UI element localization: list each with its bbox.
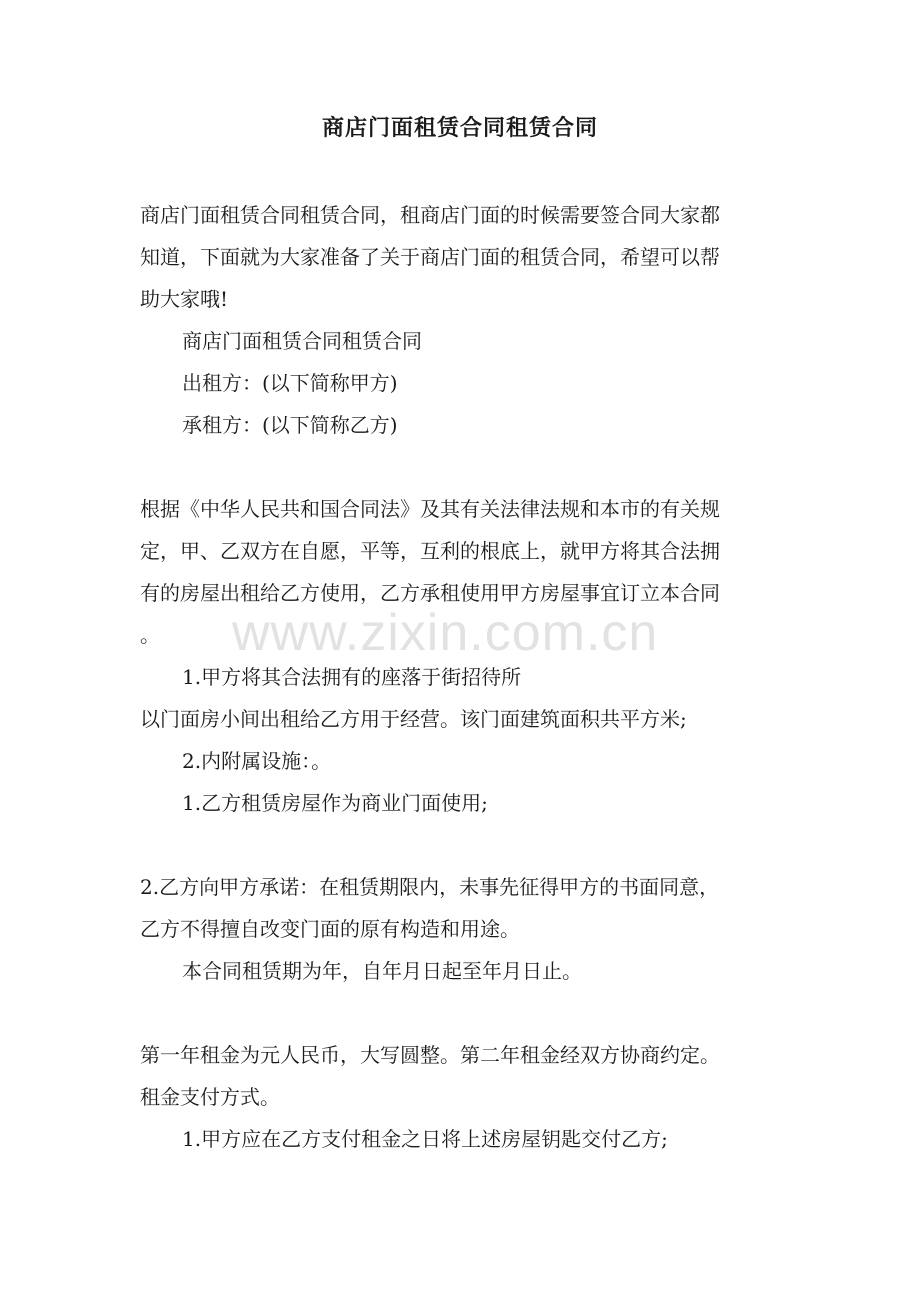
paragraph-line: 助大家哦! xyxy=(140,287,229,311)
paragraph-line: 有的房屋出租给乙方使用，乙方承租使用甲方房屋事宜订立本合同 xyxy=(140,581,720,605)
paragraph-line: 乙方不得擅自改变门面的原有构造和用途。 xyxy=(140,917,520,941)
paragraph-line: 2.内附属设施：。 xyxy=(182,749,332,773)
paragraph-line: 第一年租金为元人民币，大写圆整。第二年租金经双方协商约定。 xyxy=(140,1043,720,1067)
paragraph-line: 1.甲方应在乙方支付租金之日将上述房屋钥匙交付乙方; xyxy=(182,1127,668,1151)
document-title: 商店门面租赁合同租赁合同 xyxy=(321,115,598,141)
paragraph-line: 承租方：(以下简称乙方) xyxy=(182,413,398,437)
paragraph-line: 定，甲、乙双方在自愿，平等，互利的根底上，就甲方将其合法拥 xyxy=(140,539,720,563)
watermark: www.zixin.com.cn xyxy=(232,604,659,662)
paragraph-line: 1.乙方租赁房屋作为商业门面使用; xyxy=(182,791,488,815)
paragraph-line: 出租方：(以下简称甲方) xyxy=(182,371,398,395)
paragraph-line: 。 xyxy=(140,623,160,647)
paragraph-line: 商店门面租赁合同租赁合同，租商店门面的时候需要签合同大家都 xyxy=(140,203,720,227)
paragraph-line: 本合同租赁期为年，自年月日起至年月日止。 xyxy=(182,959,582,983)
paragraph-line: 1.甲方将其合法拥有的座落于街招待所 xyxy=(182,665,522,689)
paragraph-line: 商店门面租赁合同租赁合同 xyxy=(182,329,422,353)
paragraph-line: 根据《中华人民共和国合同法》及其有关法律法规和本市的有关规 xyxy=(140,497,720,521)
paragraph-line: 2.乙方向甲方承诺：在租赁期限内，未事先征得甲方的书面同意， xyxy=(140,875,720,899)
paragraph-line: 租金支付方式。 xyxy=(140,1085,280,1109)
paragraph-line: 知道，下面就为大家准备了关于商店门面的租赁合同，希望可以帮 xyxy=(140,245,720,269)
paragraph-line: 以门面房小间出租给乙方用于经营。该门面建筑面积共平方米; xyxy=(140,707,687,731)
